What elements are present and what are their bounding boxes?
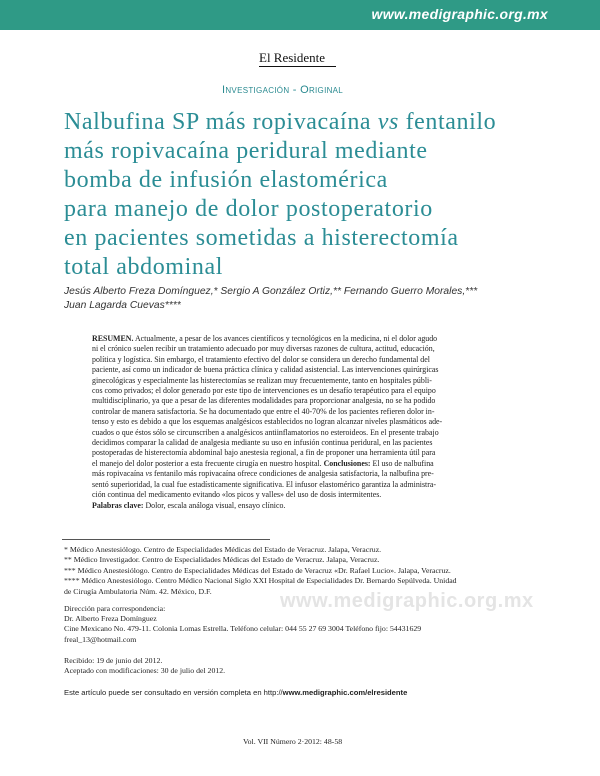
watermark: www.medigraphic.org.mx [280, 590, 534, 612]
authors-line-1: Jesús Alberto Freza Domínguez,* Sergio A González Ortiz,** Fernando Guerro Morales,*** [64, 286, 478, 297]
abstract-line: cuados o que éstos sólo se circunscriben a analgésicos antiinflamatorios no esteroideos. En el presente trabajo [92, 427, 439, 437]
abstract-label: RESUMEN. [92, 334, 134, 343]
affiliation-line: *** Médico Anestesiólogo. Centro de Especialidades Médicas del Estado de Veracruz «Dr. Rafael Lucio». Jalapa, Veracruz. [64, 565, 451, 575]
abstract-line: paciente, así como un indicador de buena práctica clínica y calidad asistencial. Las intervenciones quirúrgicas [92, 365, 439, 375]
title-line-3: bomba de infusión elastomérica [64, 167, 388, 193]
keywords-label: Palabras clave: [92, 500, 144, 510]
abstract-line: decidimos comparar la calidad de analgesia mediante su uso en infusión continua peridural, en las pacientes [92, 438, 433, 448]
title-line-6: total abdominal [64, 254, 223, 280]
keywords: Dolor, escala análoga visual, ensayo clínico. [143, 500, 286, 510]
article-title [64, 108, 544, 282]
abstract-line: el manejo del dolor posterior a esta frecuente cirugía en nuestro hospital. Conclusiones: El uso de nalbufina [92, 458, 434, 468]
footnote-divider [62, 539, 270, 540]
abstract-line: ción continua del medicamento evitando «los picos y valles» del uso de dosis intermitentes. [92, 490, 382, 500]
title-line-1: Nalbufina SP más ropivacaína vs fentanilo [64, 109, 497, 135]
abstract-line: tenso y esto es debido a que los esquemas analgésicos establecidos no logran alcanzar niveles plasmáticos ade- [92, 417, 443, 427]
header-banner [0, 0, 600, 30]
affiliation-line: * Médico Anestesiólogo. Centro de Especialidades Médicas del Estado de Veracruz. Jalapa, Veracruz. [64, 545, 382, 554]
section-label: Investigación - Original [222, 84, 344, 96]
correspondence-heading: Dirección para correspondencia: [64, 604, 166, 613]
keywords-line [92, 501, 526, 511]
conclusions-label: Conclusiones: [323, 458, 371, 468]
abstract-line: postoperadas de histerectomía abdominal bajo anestesia regional, a fin de proponer una herramienta útil para [92, 448, 436, 458]
abstract-line: RESUMEN. Actualmente, a pesar de los avances científicos y tecnológicos en la medicina, ni el dolor agudo [92, 334, 438, 343]
page-footer: Vol. VII Número 2·2012: 48-58 [243, 737, 343, 746]
affiliation-line: **** Médico Anestesiólogo. Centro Médico Nacional Siglo XXI Hospital de Especialidades Dr. Bernardo Sepúlveda. Unidad [64, 576, 457, 586]
banner-url-link[interactable]: www.medigraphic.org.mx [371, 6, 548, 22]
journal-name: El Residente [259, 50, 326, 65]
abstract [92, 334, 526, 511]
affiliation-line: ** Médico Investigador. Centro de Especialidades Médicas del Estado de Veracruz. Jalapa, Veracruz. [64, 555, 380, 565]
correspondence-email[interactable]: freal_13@hotmail.com [64, 634, 137, 644]
authors-line-2: Juan Lagarda Cuevas**** [64, 300, 181, 311]
abstract-line: ginecológicas y especialmente las histerectomías se realizan muy frecuentemente, tanto en hospitales públi- [92, 375, 432, 385]
correspondence-address: Cine Mexicano No. 479-11. Colonia Lomas Estrella. Teléfono celular: 044 55 27 69 3004 Teléfono fijo: 54431629 [64, 624, 422, 634]
abstract-line: controlar de manera satisfactoria. Se ha documentado que entre el 40-70% de los pacientes refieren dolor in- [92, 406, 435, 416]
abstract-line: sentó superioridad, la cual fue estadísticamente significativa. El infusor elastomérico garantiza la administra- [92, 479, 436, 489]
author-list [64, 285, 554, 313]
article-dates [64, 656, 534, 676]
accepted-date: Aceptado con modificaciones: 30 de julio del 2012. [64, 666, 226, 676]
abstract-line: ni el crónico suelen recibir un tratamiento adecuado por muy diversas razones de cultura, actitud, educación, [92, 344, 435, 354]
abstract-line: más ropivacaína vs fentanilo más ropivacaína ofrece condiciones de analgesia satisfactoria, la nalbufina pre- [92, 469, 434, 479]
title-line-2: más ropivacaína peridural mediante [64, 138, 428, 164]
correspondence [64, 604, 534, 645]
received-date: Recibido: 19 de junio del 2012. [64, 656, 163, 665]
abstract-line: política y logística. Sin embargo, el tratamiento efectivo del dolor se considera un derecho fundamental del [92, 354, 430, 364]
abstract-line: multidisciplinario, ya que a pesar de las diferentes modalidades para proporcionar analgesia, no se ha podido [92, 396, 436, 406]
correspondence-name: Dr. Alberto Freza Domínguez [64, 614, 157, 624]
online-link[interactable]: www.medigraphic.com/elresidente [282, 688, 408, 697]
journal-underline [259, 66, 336, 67]
online-notice: Este artículo puede ser consultado en versión completa en http://www.medigraphic.com/elresidente [64, 688, 408, 697]
title-line-5: en pacientes sometidas a histerectomía [64, 225, 459, 251]
title-line-4: para manejo de dolor postoperatorio [64, 196, 433, 222]
abstract-line: cos como privados; el dolor generado por este tipo de intervenciones es un desafío terapéutico para el equipo [92, 386, 436, 396]
affiliation-line: de Cirugía Ambulatoria Núm. 42. México, D.F. [64, 586, 212, 596]
